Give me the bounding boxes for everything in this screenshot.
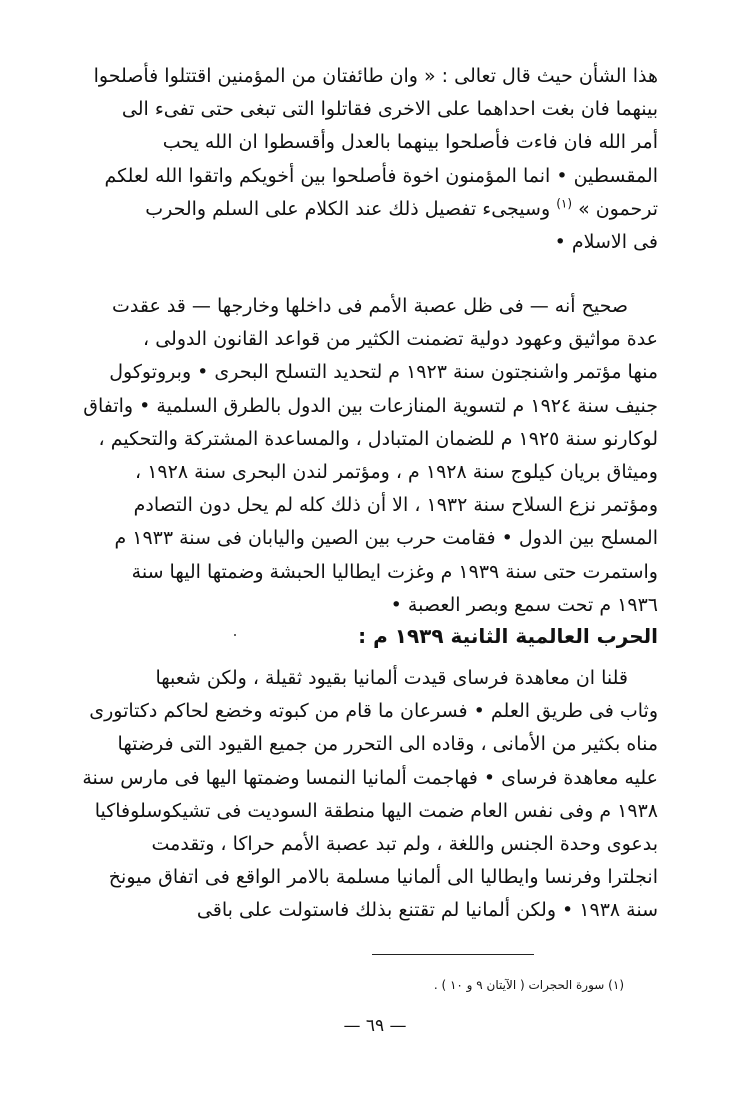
text-line: بدعوى وحدة الجنس واللغة ، ولم تبد عصبة الأمم حراكا ، وتقدمت	[151, 833, 658, 856]
paragraph-treaties	[58, 290, 658, 622]
text-line: أمر الله فان فاءت فأصلحوا بينهما بالعدل وأقسطوا ان الله يحب	[162, 131, 658, 154]
text-line: فى الاسلام •	[554, 231, 658, 254]
text-line: المسلح بين الدول • فقامت حرب بين الصين واليابان فى سنة ١٩٣٣ م	[114, 527, 658, 550]
text-segment: وسيجىء تفصيل ذلك عند الكلام على السلم والحرب	[145, 197, 551, 220]
text-line: ١٩٣٦ م تحت سمع وبصر العصبة •	[390, 593, 658, 616]
text-line: بينهما فان بغت احداهما على الاخرى فقاتلوا التى تبغى حتى تفىء الى	[121, 98, 658, 121]
text-line: صحيح أنه — فى ظل عصبة الأمم فى داخلها وخارجها — قد عقدت	[111, 295, 628, 317]
text-line: جنيف سنة ١٩٢٤ م لتسوية المنازعات بين الدول بالطرق السلمية • واتفاق	[83, 394, 658, 417]
paragraph-quran-quote	[58, 60, 658, 259]
text-line-with-footnote	[58, 193, 658, 226]
section-heading: الحرب العالمية الثانية ١٩٣٩ م :	[358, 624, 658, 648]
footnote-marker: (١)	[556, 196, 573, 211]
text-line: لوكارنو سنة ١٩٢٥ م للضمان المتبادل ، والمساعدة المشتركة والتحكيم ،	[98, 427, 658, 450]
text-line: المقسطين • انما المؤمنون اخوة فأصلحوا بين أخويكم واتقوا الله لعلكم	[104, 164, 658, 187]
paragraph-ww2	[58, 662, 658, 928]
text-line: ١٩٣٨ م وفى نفس العام ضمت اليها منطقة السوديت فى تشيكوسلوفاكيا	[94, 799, 658, 822]
text-line: هذا الشأن حيث قال تعالى : « وان طائفتان من المؤمنين اقتتلوا فأصلحوا	[93, 65, 658, 87]
text-line: واستمرت حتى سنة ١٩٣٩ م وغزت ايطاليا الحبشة وضمتها اليها سنة	[131, 560, 658, 583]
text-line: سنة ١٩٣٨ • ولكن ألمانيا لم تقتنع بذلك فاستولت على باقى	[196, 899, 658, 922]
text-line: عليه معاهدة فرساى • فهاجمت ألمانيا النمسا وضمتها اليها فى مارس سنة	[82, 766, 658, 789]
text-segment: ترحمون »	[578, 197, 658, 220]
page-number: — ٦٩ —	[343, 1016, 407, 1036]
text-line: وثاب فى طريق العلم • فسرعان ما قام من كبوته وخضع لحاكم دكتاتورى	[89, 700, 658, 723]
text-line: ومؤتمر نزع السلاح سنة ١٩٣٢ ، الا أن ذلك كله لم يحل دون التصادم	[133, 494, 658, 517]
text-line: قلنا ان معاهدة فرساى قيدت ألمانيا بقيود ثقيلة ، ولكن شعبها	[155, 667, 628, 689]
text-line: انجلترا وفرنسا وايطاليا الى ألمانيا مسلمة بالامر الواقع فى اتفاق ميونخ	[108, 866, 658, 889]
text-line: وميثاق بريان كيلوج سنة ١٩٢٨ م ، ومؤتمر لندن البحرى سنة ١٩٢٨ ،	[135, 461, 658, 484]
footnote: (١) سورة الحجرات ( الآيتان ٩ و ١٠ ) .	[433, 978, 624, 992]
text-line: مناه بكثير من الأمانى ، وقاده الى التحرر من جميع القيود التى فرضتها	[117, 733, 658, 756]
text-line: عدة مواثيق وعهود دولية تضمنت الكثير من قواعد القانون الدولى ،	[143, 328, 658, 351]
text-line: منها مؤتمر واشنجتون سنة ١٩٢٣ م لتحديد التسلح البحرى • وبروتوكول	[109, 361, 658, 384]
footnote-divider	[372, 954, 534, 955]
